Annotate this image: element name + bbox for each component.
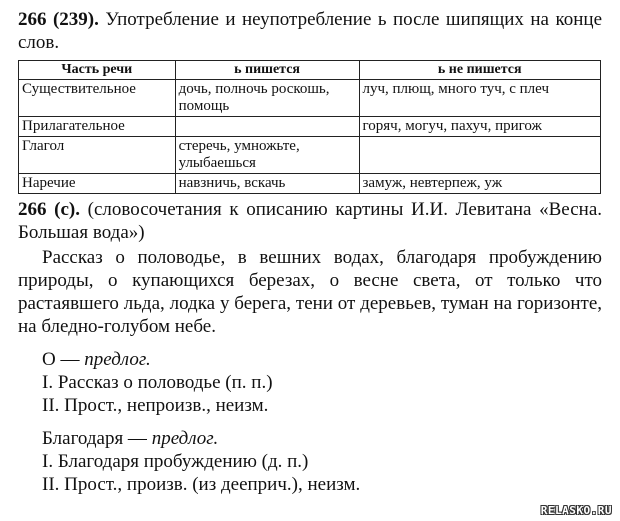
table-cell: [175, 117, 359, 137]
analysis-line: I. Благодаря пробуждению (д. п.): [42, 451, 309, 472]
analysis-line: II. Прост., непроизв., неизм.: [42, 395, 269, 416]
document-page: [18, 8, 602, 496]
description-paragraph: Рассказ о половодье, в вешних водах, благодаря пробуждению природы, о купающихся березах, о весне света, от только что растаявшего льда, лодка у берега, тени от деревьев, туман на горизонте, на бледно-голубом небе.: [18, 247, 602, 337]
table-cell: стеречь, умножьте, улыбаешься: [175, 137, 359, 174]
exercise-2-heading: [18, 198, 602, 244]
analysis-title: [18, 348, 602, 371]
exercise-heading: [18, 8, 602, 54]
analysis-word: О —: [42, 349, 85, 370]
analysis-line: II. Прост., произв. (из дееприч.), неизм.: [42, 474, 361, 495]
analysis-line: I. Рассказ о половодье (п. п.): [42, 372, 273, 393]
exercise-title: Употребление и неупотребление ь после шипящих на конце слов.: [18, 9, 602, 53]
soft-sign-table: [18, 60, 601, 194]
analysis-pos: предлог.: [151, 428, 219, 449]
analysis-title: [18, 427, 602, 450]
table-cell: Наречие: [19, 174, 176, 194]
table-cell: Глагол: [19, 137, 176, 174]
exercise-2-number: 266 (с).: [18, 199, 80, 220]
analysis-block-o: [18, 348, 602, 417]
header-sign-not-written: ь не пишется: [359, 61, 601, 80]
analysis-word: Благодаря —: [42, 428, 152, 449]
analysis-pos: предлог.: [84, 349, 151, 370]
site-watermark: RELASKO.RU: [540, 504, 612, 517]
table-row: [19, 117, 601, 137]
table-cell: Прилагательное: [19, 117, 176, 137]
header-sign-written: ь пишется: [175, 61, 359, 80]
table-row: [19, 80, 601, 117]
exercise-2-subtitle: (словосочетания к описанию картины И.И. Левитана «Весна. Большая вода»): [18, 199, 602, 243]
table-cell: [359, 137, 601, 174]
table-row: [19, 174, 601, 194]
exercise-number: 266 (239).: [18, 9, 99, 30]
table-row: [19, 137, 601, 174]
table-cell: Существительное: [19, 80, 176, 117]
table-cell: дочь, полночь роскошь, помощь: [175, 80, 359, 117]
table-cell: замуж, невтерпеж, уж: [359, 174, 601, 194]
table-cell: горяч, могуч, пахуч, пригож: [359, 117, 601, 137]
table-cell: навзничь, вскачь: [175, 174, 359, 194]
table-cell: луч, плющ, много туч, с плеч: [359, 80, 601, 117]
analysis-block-blagodarya: [18, 427, 602, 496]
table-header-row: [19, 61, 601, 80]
header-part-of-speech: Часть речи: [19, 61, 176, 80]
